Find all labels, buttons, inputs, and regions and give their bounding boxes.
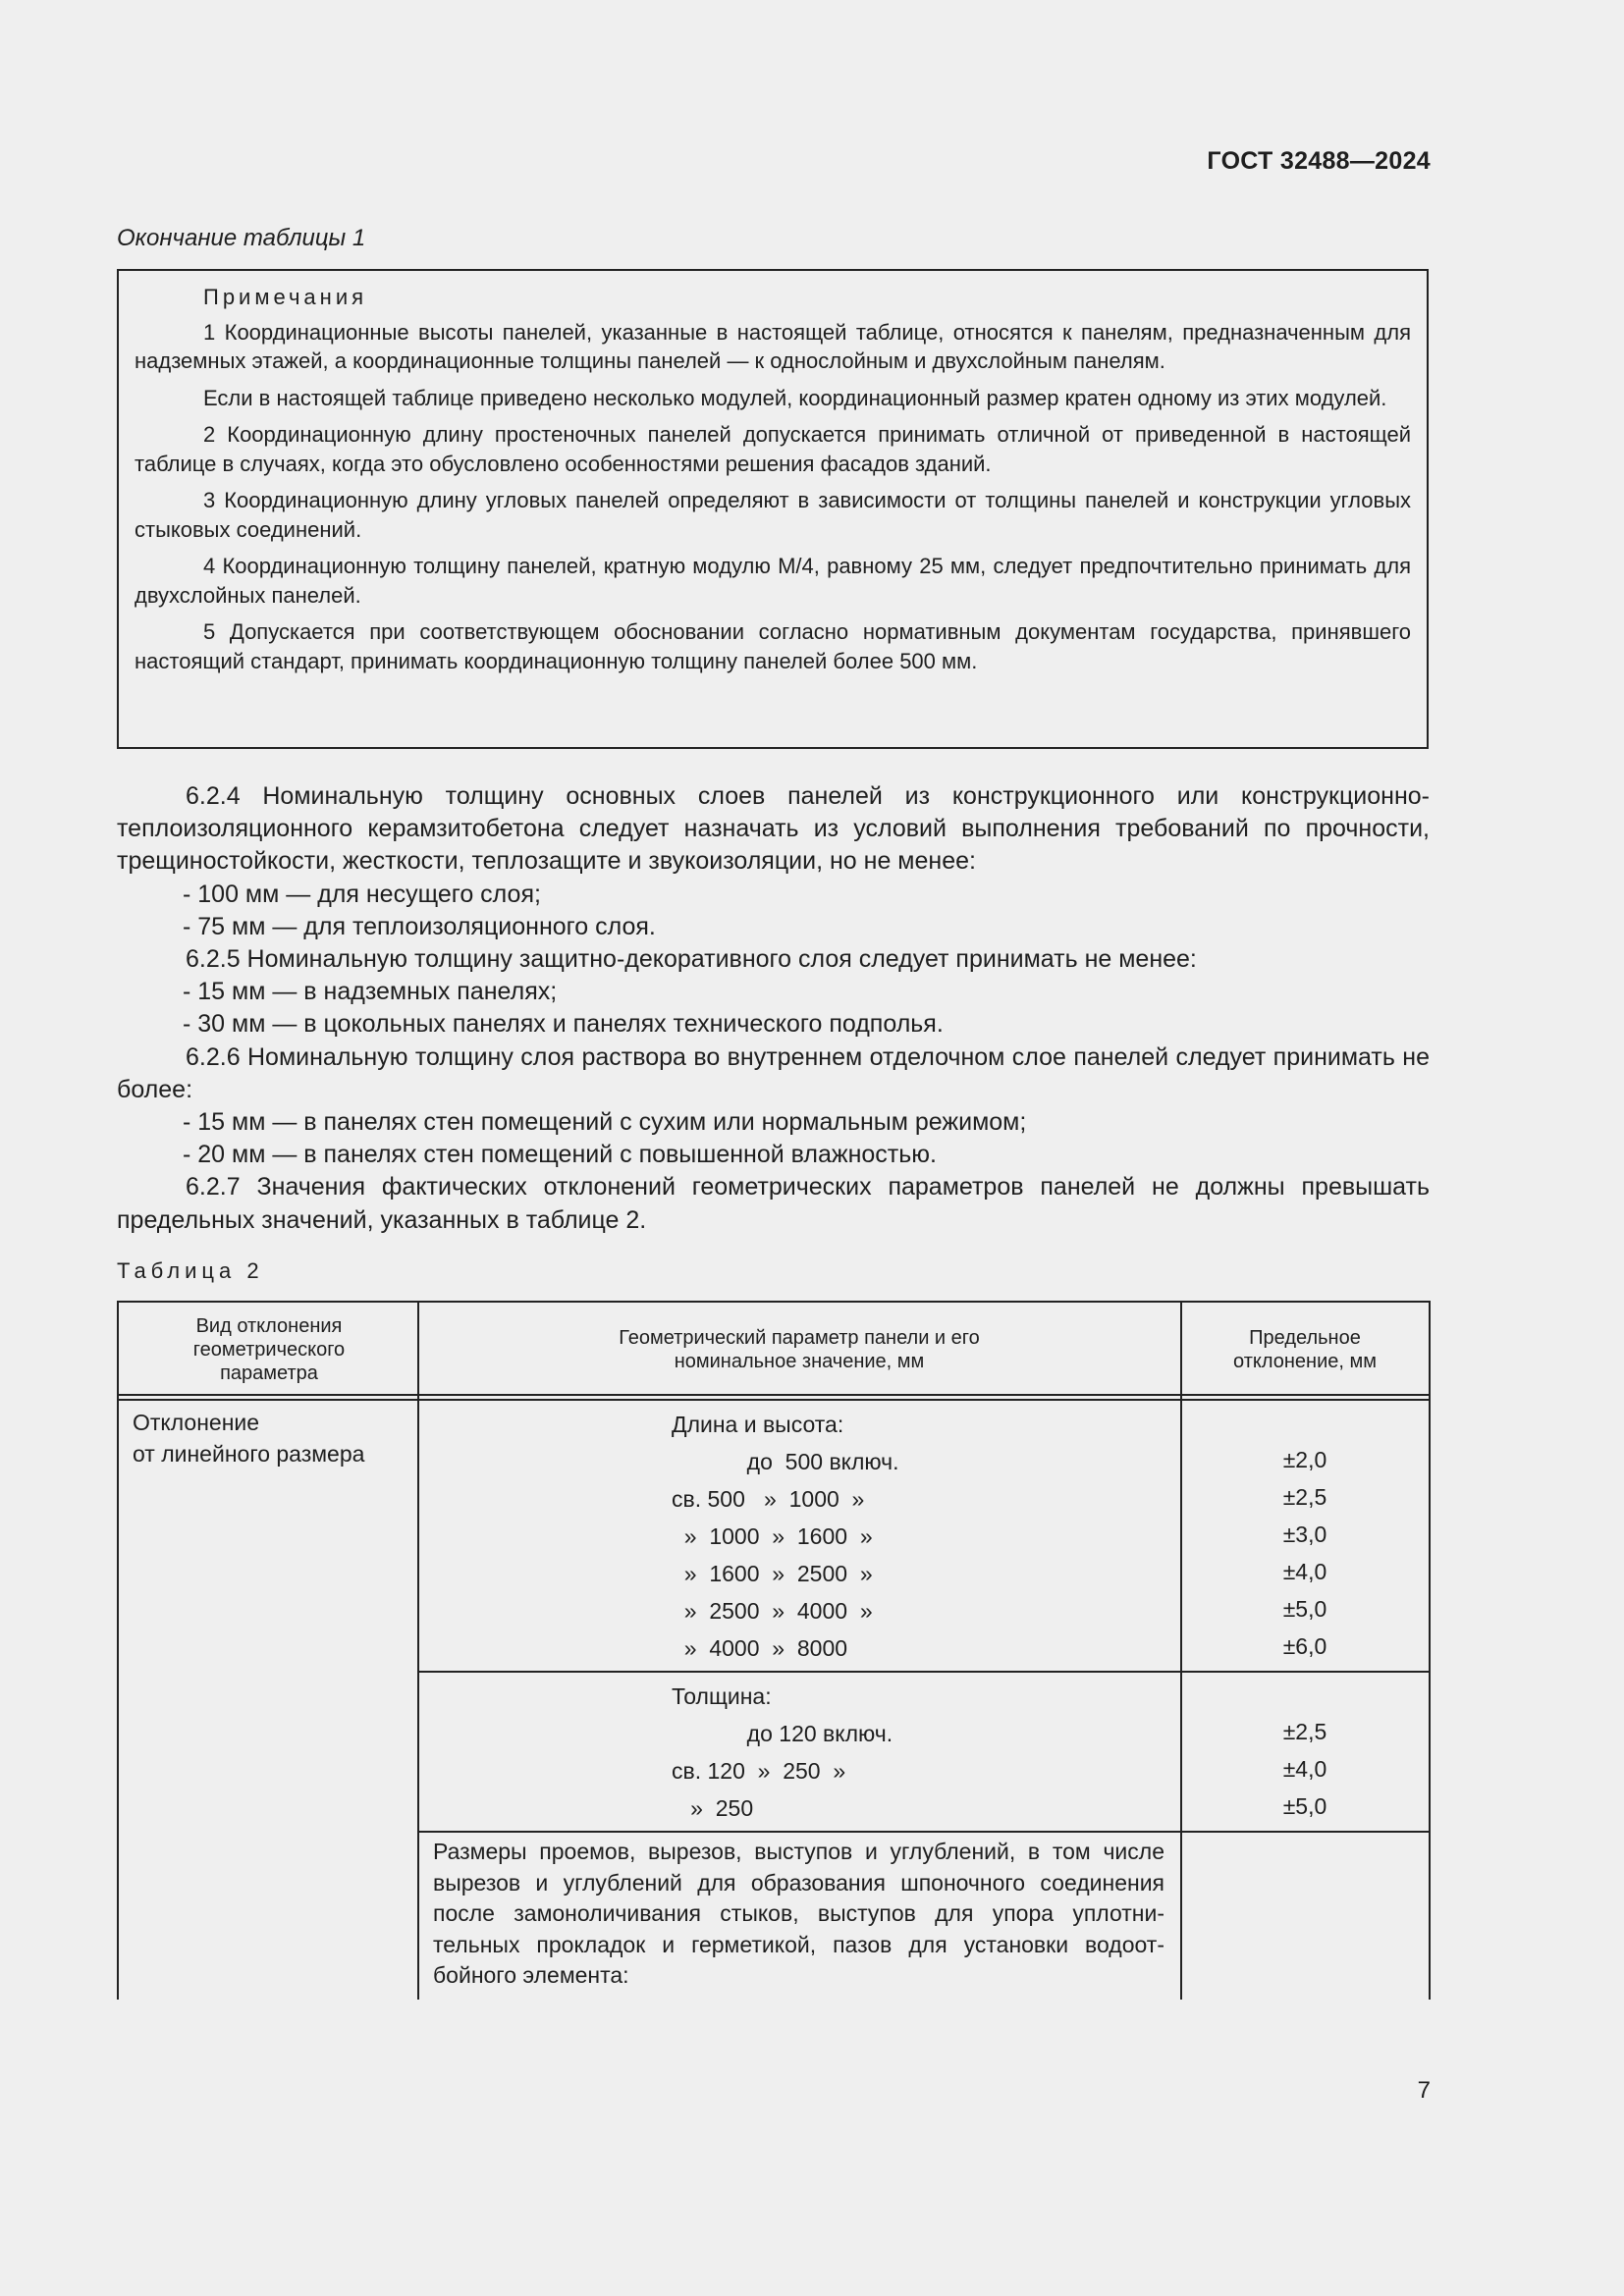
list-item: - 15 мм — в надземных панелях; <box>183 978 558 1006</box>
table-border-left <box>117 1301 119 2000</box>
param-cell: св. 500 » 1000 » <box>672 1486 865 1512</box>
param-cell: до 120 включ. <box>672 1721 893 1746</box>
tolerance-cell: ±3,0 <box>1282 1522 1327 1547</box>
group-label: Толщина: <box>672 1683 772 1709</box>
list-item: - 75 мм — для теплоизоляционного слоя. <box>183 912 656 940</box>
param-cell: » 250 <box>672 1795 754 1821</box>
param-cell: » 2500 » 4000 » <box>672 1598 873 1624</box>
page-number: 7 <box>1417 2077 1431 2104</box>
tolerance-cell: ±5,0 <box>1282 1596 1327 1622</box>
list-item: - 30 мм — в цокольных панелях и панелях технического подполья. <box>183 1010 944 1039</box>
table-2 <box>117 1301 1431 2000</box>
note-item: 4 Координационную толщину панелей, кратную модулю М/4, равному 25 мм, следует предпочтительно принимать для двухслойных панелей. <box>135 554 1411 608</box>
tolerance-cell: ±2,5 <box>1282 1719 1327 1744</box>
table-caption: Таблица 2 <box>117 1258 264 1283</box>
list-item: - 20 мм — в панелях стен помещений с повышенной влажностью. <box>183 1141 937 1169</box>
note-item: 1 Координационные высоты панелей, указанные в настоящей таблице, относятся к панелям, предназначенным для надземных этажей, а координационные толщины панелей — к однослойным и двухслойным панелям. <box>135 319 1411 373</box>
note-item: 5 Допускается при соответствующем обосновании согласно нормативным документам государства, принявшего настоящий стандарт, принимать координационную толщину панелей более 500 мм. <box>135 619 1411 673</box>
document-code: ГОСТ 32488—2024 <box>1207 147 1431 175</box>
notes-title: Примечания <box>203 285 368 309</box>
table-continuation-label: Окончание таблицы 1 <box>117 225 366 251</box>
param-cell: » 1000 » 1600 » <box>672 1523 873 1549</box>
notes-box <box>117 269 1429 749</box>
tolerance-cell: ±2,5 <box>1282 1484 1327 1510</box>
clause-6-2-5: 6.2.5 Номинальную толщину защитно-декоративного слоя следует принимать не менее: <box>186 945 1197 974</box>
tolerance-cell: ±6,0 <box>1282 1633 1327 1659</box>
note-item: 2 Координационную длину простеночных панелей допускается принимать отличной от приведенной в настоящей таблице в случаях, когда это обусловлено особенностями решения фасадов зданий. <box>135 422 1411 476</box>
row-divider <box>417 1831 1431 1833</box>
table-border-right <box>1429 1301 1431 2000</box>
tolerance-cell: ±4,0 <box>1282 1756 1327 1782</box>
column-divider <box>417 1301 419 2000</box>
param-cell: св. 120 » 250 » <box>672 1758 846 1784</box>
header-rule <box>117 1399 1431 1401</box>
table-border-top <box>117 1301 1431 1303</box>
param-cell: » 1600 » 2500 » <box>672 1561 873 1586</box>
body-text <box>117 780 1430 1237</box>
clause-6-2-4: 6.2.4 Номинальную толщину основных слоев панелей из конструкционного или конструкционно-теплоизоляционного керамзитобетона следует назначать из условий выполнения требований по прочности, трещиностойкости, жесткости, теплозащите и звукоизоляции, но не менее: <box>117 782 1430 876</box>
tolerance-cell: ±2,0 <box>1282 1447 1327 1472</box>
tolerance-cell: ±4,0 <box>1282 1559 1327 1584</box>
column-divider <box>1180 1301 1182 2000</box>
note-item: Если в настоящей таблице приведено несколько модулей, координационный размер кратен одному из этих модулей. <box>203 385 1387 410</box>
clause-6-2-6: 6.2.6 Номинальную толщину слоя раствора во внутреннем отделочном слое панелей следует принимать не более: <box>117 1042 1430 1103</box>
list-item: - 100 мм — для несущего слоя; <box>183 880 541 908</box>
kind-cell: Отклонение от линейного размера <box>133 1410 365 1467</box>
note-item: 3 Координационную длину угловых панелей определяют в зависимости от толщины панелей и конструкции угловых стыковых соединений. <box>135 488 1411 542</box>
header-tolerance: Предельное отклонение, мм <box>1233 1327 1377 1372</box>
header-param: Геометрический параметр панели и его номинальное значение, мм <box>619 1327 980 1372</box>
clause-6-2-7: 6.2.7 Значения фактических отклонений геометрических параметров панелей не должны превышать предельных значений, указанных в таблице 2. <box>117 1173 1430 1234</box>
group-label: Длина и высота: <box>672 1412 844 1437</box>
tolerance-cell: ±5,0 <box>1282 1793 1327 1819</box>
row-divider <box>417 1671 1431 1673</box>
list-item: - 15 мм — в панелях стен помещений с сухим или нормальным режимом; <box>183 1108 1027 1137</box>
header-rule <box>117 1394 1431 1396</box>
param-cell: » 4000 » 8000 <box>672 1635 848 1661</box>
openings-cell: Размеры проемов, вырезов, выступов и углублений, в том числе вырезов и углублений для образования шпоночного соединения после замоноличивания стыков, выступов для упора уплотнительных прокладок и герметикой, пазов для установки водоотбойного элемента: <box>433 1839 1164 1988</box>
param-cell: до 500 включ. <box>672 1449 899 1474</box>
header-kind: Вид отклонения геометрического параметра <box>192 1315 346 1384</box>
